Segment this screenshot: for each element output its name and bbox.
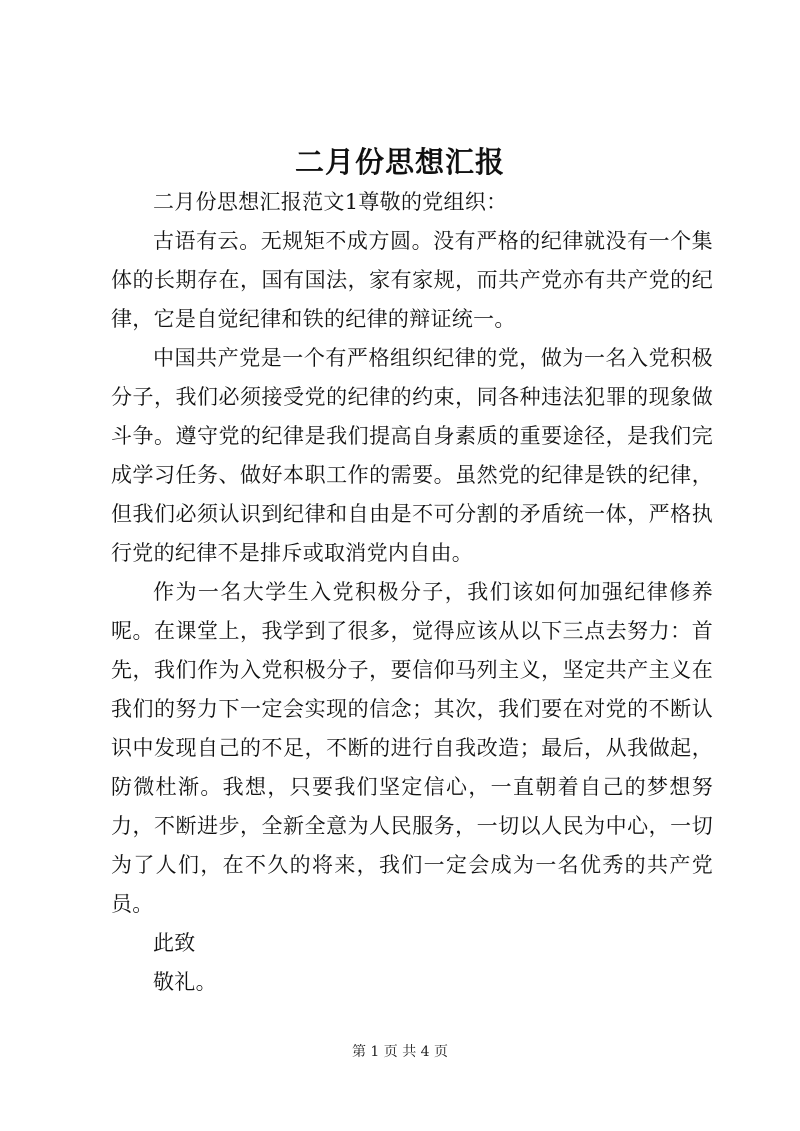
- greeting-paragraph: 二月份思想汇报范文1尊敬的党组织：: [153, 190, 508, 214]
- page-number: 第 1 页: [351, 1044, 398, 1060]
- body-paragraph-1: 古语有云。无规矩不成方圆。没有严格的纪律就没有一个集体的长期存在，国有国法，家有家规，而共产党亦有共产党的纪律，它是自觉纪律和铁的纪律的辩证统一。: [111, 229, 713, 331]
- page-total: 共 4 页: [402, 1044, 449, 1060]
- document-body: [111, 183, 713, 1002]
- page-footer: [0, 1042, 800, 1062]
- document-title: 二月份思想汇报: [294, 145, 505, 179]
- body-paragraph-3: 作为一名大学生入党积极分子，我们该如何加强纪律修养呢。在课堂上，我学到了很多，觉得应该从以下三点去努力：首先，我们作为入党积极分子，要信仰马列主义，坚定共产主义在我们的努力下一定会实现的信念；其次，我们要在对党的不断认识中发现自己的不足，不断的进行自我改造；最后，从我做起，防微杜渐。我想，只要我们坚定信心，一直朝着自己的梦想努力，不断进步，全新全意为人民服务，一切以人民为中心，一切为了人们，在不久的将来，我们一定会成为一名优秀的共产党员。: [111, 580, 713, 916]
- body-paragraph-2: 中国共产党是一个有严格组织纪律的党，做为一名入党积极分子，我们必须接受党的纪律的约束，同各种违法犯罪的现象做斗争。遵守党的纪律是我们提高自身素质的重要途径，是我们完成学习任务、做好本职工作的需要。虽然党的纪律是铁的纪律，但我们必须认识到纪律和自由是不可分割的矛盾统一体，严格执行党的纪律不是排斥或取消党内自由。: [111, 346, 713, 565]
- closing-line: 此致: [153, 931, 196, 955]
- salutation-line: 敬礼。: [153, 970, 217, 994]
